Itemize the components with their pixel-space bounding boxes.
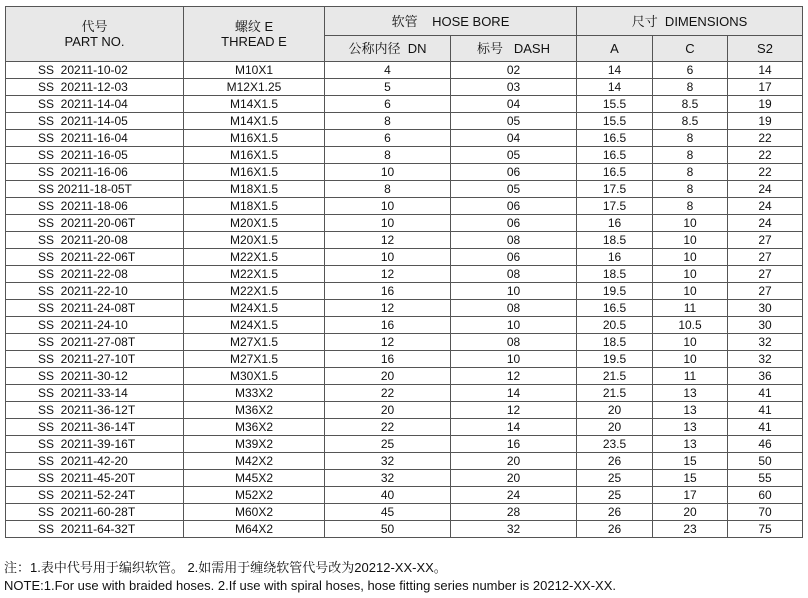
- cell-c: 8: [653, 79, 728, 96]
- cell-a: 21.5: [577, 368, 653, 385]
- cell-part-no: SS 20211-42-20: [6, 453, 184, 470]
- table-row: [6, 96, 803, 113]
- cell-dn: 40: [325, 487, 451, 504]
- table-row: [6, 283, 803, 300]
- table-row: [6, 130, 803, 147]
- cell-dash: 10: [451, 351, 577, 368]
- cell-dash: 08: [451, 232, 577, 249]
- cell-dn: 50: [325, 521, 451, 538]
- cell-dn: 20: [325, 368, 451, 385]
- cell-a: 20: [577, 402, 653, 419]
- cell-dash: 14: [451, 385, 577, 402]
- cell-a: 16.5: [577, 300, 653, 317]
- table-header: [6, 7, 803, 62]
- cell-s2: 55: [728, 470, 803, 487]
- table-row: [6, 470, 803, 487]
- cell-c: 13: [653, 385, 728, 402]
- table-row: [6, 62, 803, 79]
- cell-a: 14: [577, 79, 653, 96]
- cell-part-no: SS 20211-24-08T: [6, 300, 184, 317]
- cell-part-no: SS 20211-10-02: [6, 62, 184, 79]
- cell-a: 19.5: [577, 351, 653, 368]
- cell-dash: 05: [451, 113, 577, 130]
- cell-s2: 60: [728, 487, 803, 504]
- cell-thread: M27X1.5: [184, 334, 325, 351]
- cell-a: 23.5: [577, 436, 653, 453]
- cell-c: 10: [653, 283, 728, 300]
- cell-c: 20: [653, 504, 728, 521]
- spec-table: [5, 6, 803, 538]
- cell-part-no: SS 20211-14-04: [6, 96, 184, 113]
- cell-dn: 20: [325, 402, 451, 419]
- cell-thread: M22X1.5: [184, 266, 325, 283]
- table-row: [6, 385, 803, 402]
- cell-part-no: SS 20211-64-32T: [6, 521, 184, 538]
- table-row: [6, 351, 803, 368]
- cell-a: 16: [577, 215, 653, 232]
- cell-dn: 32: [325, 453, 451, 470]
- cell-a: 14: [577, 62, 653, 79]
- cell-a: 19.5: [577, 283, 653, 300]
- cell-dash: 06: [451, 215, 577, 232]
- cell-part-no: SS 20211-39-16T: [6, 436, 184, 453]
- cell-part-no: SS 20211-20-08: [6, 232, 184, 249]
- cell-a: 26: [577, 504, 653, 521]
- cell-thread: M39X2: [184, 436, 325, 453]
- cell-s2: 41: [728, 385, 803, 402]
- cell-s2: 14: [728, 62, 803, 79]
- cell-part-no: SS 20211-20-06T: [6, 215, 184, 232]
- cell-dash: 02: [451, 62, 577, 79]
- cell-part-no: SS 20211-16-05: [6, 147, 184, 164]
- cell-dash: 24: [451, 487, 577, 504]
- cell-s2: 27: [728, 249, 803, 266]
- table-body: [6, 62, 803, 538]
- cell-a: 15.5: [577, 96, 653, 113]
- cell-s2: 27: [728, 283, 803, 300]
- cell-s2: 30: [728, 317, 803, 334]
- table-row: [6, 504, 803, 521]
- note-english: NOTE:1.For use with braided hoses. 2.If use with spiral hoses, hose fitting series number is 20212-XX-XX.: [4, 578, 617, 593]
- cell-thread: M20X1.5: [184, 215, 325, 232]
- cell-part-no: SS 20211-12-03: [6, 79, 184, 96]
- cell-dn: 32: [325, 470, 451, 487]
- cell-a: 17.5: [577, 181, 653, 198]
- cell-c: 10: [653, 266, 728, 283]
- cell-thread: M16X1.5: [184, 164, 325, 181]
- cell-a: 25: [577, 487, 653, 504]
- cell-thread: M42X2: [184, 453, 325, 470]
- cell-c: 13: [653, 419, 728, 436]
- table-row: [6, 266, 803, 283]
- cell-a: 17.5: [577, 198, 653, 215]
- cell-thread: M27X1.5: [184, 351, 325, 368]
- table-row: [6, 334, 803, 351]
- table-row: [6, 79, 803, 96]
- cell-part-no: SS 20211-24-10: [6, 317, 184, 334]
- cell-s2: 75: [728, 521, 803, 538]
- cell-c: 6: [653, 62, 728, 79]
- cell-part-no: SS 20211-22-06T: [6, 249, 184, 266]
- cell-s2: 22: [728, 130, 803, 147]
- cell-c: 8: [653, 147, 728, 164]
- cell-thread: M24X1.5: [184, 317, 325, 334]
- cell-dash: 06: [451, 249, 577, 266]
- cell-dash: 10: [451, 283, 577, 300]
- table-row: [6, 402, 803, 419]
- cell-part-no: SS 20211-30-12: [6, 368, 184, 385]
- cell-dn: 5: [325, 79, 451, 96]
- cell-dn: 8: [325, 181, 451, 198]
- cell-s2: 22: [728, 147, 803, 164]
- cell-dn: 10: [325, 164, 451, 181]
- header-a: A: [577, 36, 653, 62]
- cell-a: 25: [577, 470, 653, 487]
- cell-dn: 6: [325, 96, 451, 113]
- cell-dn: 22: [325, 385, 451, 402]
- cell-thread: M18X1.5: [184, 198, 325, 215]
- cell-a: 20.5: [577, 317, 653, 334]
- cell-c: 8.5: [653, 113, 728, 130]
- cell-part-no: SS 20211-36-14T: [6, 419, 184, 436]
- cell-dn: 8: [325, 147, 451, 164]
- table-row: [6, 249, 803, 266]
- cell-s2: 50: [728, 453, 803, 470]
- cell-c: 10: [653, 215, 728, 232]
- cell-thread: M52X2: [184, 487, 325, 504]
- cell-a: 18.5: [577, 334, 653, 351]
- cell-c: 8: [653, 198, 728, 215]
- cell-a: 16.5: [577, 130, 653, 147]
- cell-dn: 25: [325, 436, 451, 453]
- cell-part-no: SS 20211-18-05T: [6, 181, 184, 198]
- table-row: [6, 181, 803, 198]
- cell-dn: 10: [325, 198, 451, 215]
- cell-c: 11: [653, 368, 728, 385]
- table-row: [6, 232, 803, 249]
- cell-thread: M18X1.5: [184, 181, 325, 198]
- cell-dash: 20: [451, 453, 577, 470]
- cell-dn: 8: [325, 113, 451, 130]
- cell-dn: 10: [325, 215, 451, 232]
- table-row: [6, 453, 803, 470]
- cell-thread: M60X2: [184, 504, 325, 521]
- cell-part-no: SS 20211-27-08T: [6, 334, 184, 351]
- table-row: [6, 419, 803, 436]
- cell-dash: 08: [451, 334, 577, 351]
- cell-a: 16.5: [577, 147, 653, 164]
- cell-dn: 22: [325, 419, 451, 436]
- cell-part-no: SS 20211-22-10: [6, 283, 184, 300]
- cell-s2: 22: [728, 164, 803, 181]
- cell-thread: M24X1.5: [184, 300, 325, 317]
- header-c: C: [653, 36, 728, 62]
- header-thread-cn: 螺纹 E: [234, 19, 274, 34]
- cell-c: 10: [653, 249, 728, 266]
- cell-s2: 32: [728, 351, 803, 368]
- cell-part-no: SS 20211-36-12T: [6, 402, 184, 419]
- cell-s2: 24: [728, 198, 803, 215]
- cell-dn: 45: [325, 504, 451, 521]
- cell-thread: M22X1.5: [184, 249, 325, 266]
- table-row: [6, 113, 803, 130]
- cell-dn: 10: [325, 249, 451, 266]
- cell-dash: 16: [451, 436, 577, 453]
- cell-dash: 28: [451, 504, 577, 521]
- cell-a: 15.5: [577, 113, 653, 130]
- cell-c: 8: [653, 181, 728, 198]
- header-part-cn: 代号: [81, 19, 108, 34]
- cell-s2: 27: [728, 266, 803, 283]
- cell-s2: 41: [728, 419, 803, 436]
- cell-dn: 12: [325, 266, 451, 283]
- cell-part-no: SS 20211-18-06: [6, 198, 184, 215]
- cell-dn: 6: [325, 130, 451, 147]
- cell-a: 26: [577, 521, 653, 538]
- cell-dn: 4: [325, 62, 451, 79]
- cell-s2: 32: [728, 334, 803, 351]
- header-dash: 标号 DASH: [451, 36, 577, 62]
- cell-thread: M30X1.5: [184, 368, 325, 385]
- cell-part-no: SS 20211-60-28T: [6, 504, 184, 521]
- header-dn: 公称内径 DN: [325, 36, 451, 62]
- cell-c: 8: [653, 130, 728, 147]
- cell-dn: 16: [325, 283, 451, 300]
- cell-c: 10: [653, 232, 728, 249]
- header-hose-bore: 软管 HOSE BORE: [325, 7, 577, 36]
- cell-a: 21.5: [577, 385, 653, 402]
- table-row: [6, 487, 803, 504]
- cell-dash: 32: [451, 521, 577, 538]
- cell-dash: 04: [451, 130, 577, 147]
- cell-part-no: SS 20211-45-20T: [6, 470, 184, 487]
- cell-thread: M16X1.5: [184, 147, 325, 164]
- cell-dn: 12: [325, 232, 451, 249]
- cell-thread: M12X1.25: [184, 79, 325, 96]
- header-dimensions: 尺寸 DIMENSIONS: [577, 7, 803, 36]
- cell-c: 15: [653, 470, 728, 487]
- cell-s2: 46: [728, 436, 803, 453]
- table-row: [6, 368, 803, 385]
- cell-s2: 17: [728, 79, 803, 96]
- cell-c: 11: [653, 300, 728, 317]
- cell-thread: M33X2: [184, 385, 325, 402]
- cell-part-no: SS 20211-16-04: [6, 130, 184, 147]
- cell-c: 15: [653, 453, 728, 470]
- cell-dash: 05: [451, 147, 577, 164]
- cell-thread: M36X2: [184, 419, 325, 436]
- cell-c: 23: [653, 521, 728, 538]
- cell-c: 10: [653, 334, 728, 351]
- cell-a: 16.5: [577, 164, 653, 181]
- cell-part-no: SS 20211-52-24T: [6, 487, 184, 504]
- cell-s2: 24: [728, 215, 803, 232]
- cell-dash: 12: [451, 368, 577, 385]
- cell-part-no: SS 20211-33-14: [6, 385, 184, 402]
- cell-thread: M14X1.5: [184, 96, 325, 113]
- table-row: [6, 521, 803, 538]
- cell-a: 26: [577, 453, 653, 470]
- cell-dash: 20: [451, 470, 577, 487]
- cell-c: 13: [653, 436, 728, 453]
- cell-c: 8.5: [653, 96, 728, 113]
- cell-thread: M10X1: [184, 62, 325, 79]
- table-row: [6, 300, 803, 317]
- cell-s2: 70: [728, 504, 803, 521]
- cell-dn: 16: [325, 351, 451, 368]
- cell-thread: M45X2: [184, 470, 325, 487]
- header-thread-en: THREAD E: [221, 34, 287, 49]
- cell-s2: 27: [728, 232, 803, 249]
- cell-dash: 14: [451, 419, 577, 436]
- cell-s2: 36: [728, 368, 803, 385]
- cell-s2: 24: [728, 181, 803, 198]
- cell-part-no: SS 20211-27-10T: [6, 351, 184, 368]
- cell-thread: M22X1.5: [184, 283, 325, 300]
- cell-dash: 06: [451, 164, 577, 181]
- cell-a: 18.5: [577, 266, 653, 283]
- cell-part-no: SS 20211-14-05: [6, 113, 184, 130]
- cell-dash: 05: [451, 181, 577, 198]
- cell-dn: 16: [325, 317, 451, 334]
- cell-a: 20: [577, 419, 653, 436]
- cell-c: 13: [653, 402, 728, 419]
- table-row: [6, 317, 803, 334]
- cell-s2: 41: [728, 402, 803, 419]
- table-row: [6, 164, 803, 181]
- cell-thread: M16X1.5: [184, 130, 325, 147]
- cell-s2: 19: [728, 96, 803, 113]
- cell-thread: M64X2: [184, 521, 325, 538]
- cell-dash: 06: [451, 198, 577, 215]
- cell-dash: 12: [451, 402, 577, 419]
- cell-dn: 12: [325, 300, 451, 317]
- header-thread: [184, 7, 325, 62]
- cell-a: 18.5: [577, 232, 653, 249]
- cell-c: 17: [653, 487, 728, 504]
- cell-c: 10: [653, 351, 728, 368]
- table-row: [6, 215, 803, 232]
- cell-s2: 19: [728, 113, 803, 130]
- cell-dash: 03: [451, 79, 577, 96]
- header-part-en: PART NO.: [64, 34, 125, 49]
- cell-thread: M14X1.5: [184, 113, 325, 130]
- cell-c: 10.5: [653, 317, 728, 334]
- cell-dash: 08: [451, 300, 577, 317]
- header-part-no: [6, 7, 184, 62]
- cell-dash: 10: [451, 317, 577, 334]
- cell-dash: 08: [451, 266, 577, 283]
- cell-s2: 30: [728, 300, 803, 317]
- table-row: [6, 198, 803, 215]
- cell-c: 8: [653, 164, 728, 181]
- cell-part-no: SS 20211-16-06: [6, 164, 184, 181]
- table-row: [6, 147, 803, 164]
- table-row: [6, 436, 803, 453]
- cell-dn: 12: [325, 334, 451, 351]
- cell-part-no: SS 20211-22-08: [6, 266, 184, 283]
- cell-thread: M36X2: [184, 402, 325, 419]
- cell-a: 16: [577, 249, 653, 266]
- cell-thread: M20X1.5: [184, 232, 325, 249]
- note-chinese: 注：1.表中代号用于编织软管。 2.如需用于缠绕软管代号改为20212-XX-XX。: [4, 560, 447, 575]
- header-s2: S2: [728, 36, 803, 62]
- cell-dash: 04: [451, 96, 577, 113]
